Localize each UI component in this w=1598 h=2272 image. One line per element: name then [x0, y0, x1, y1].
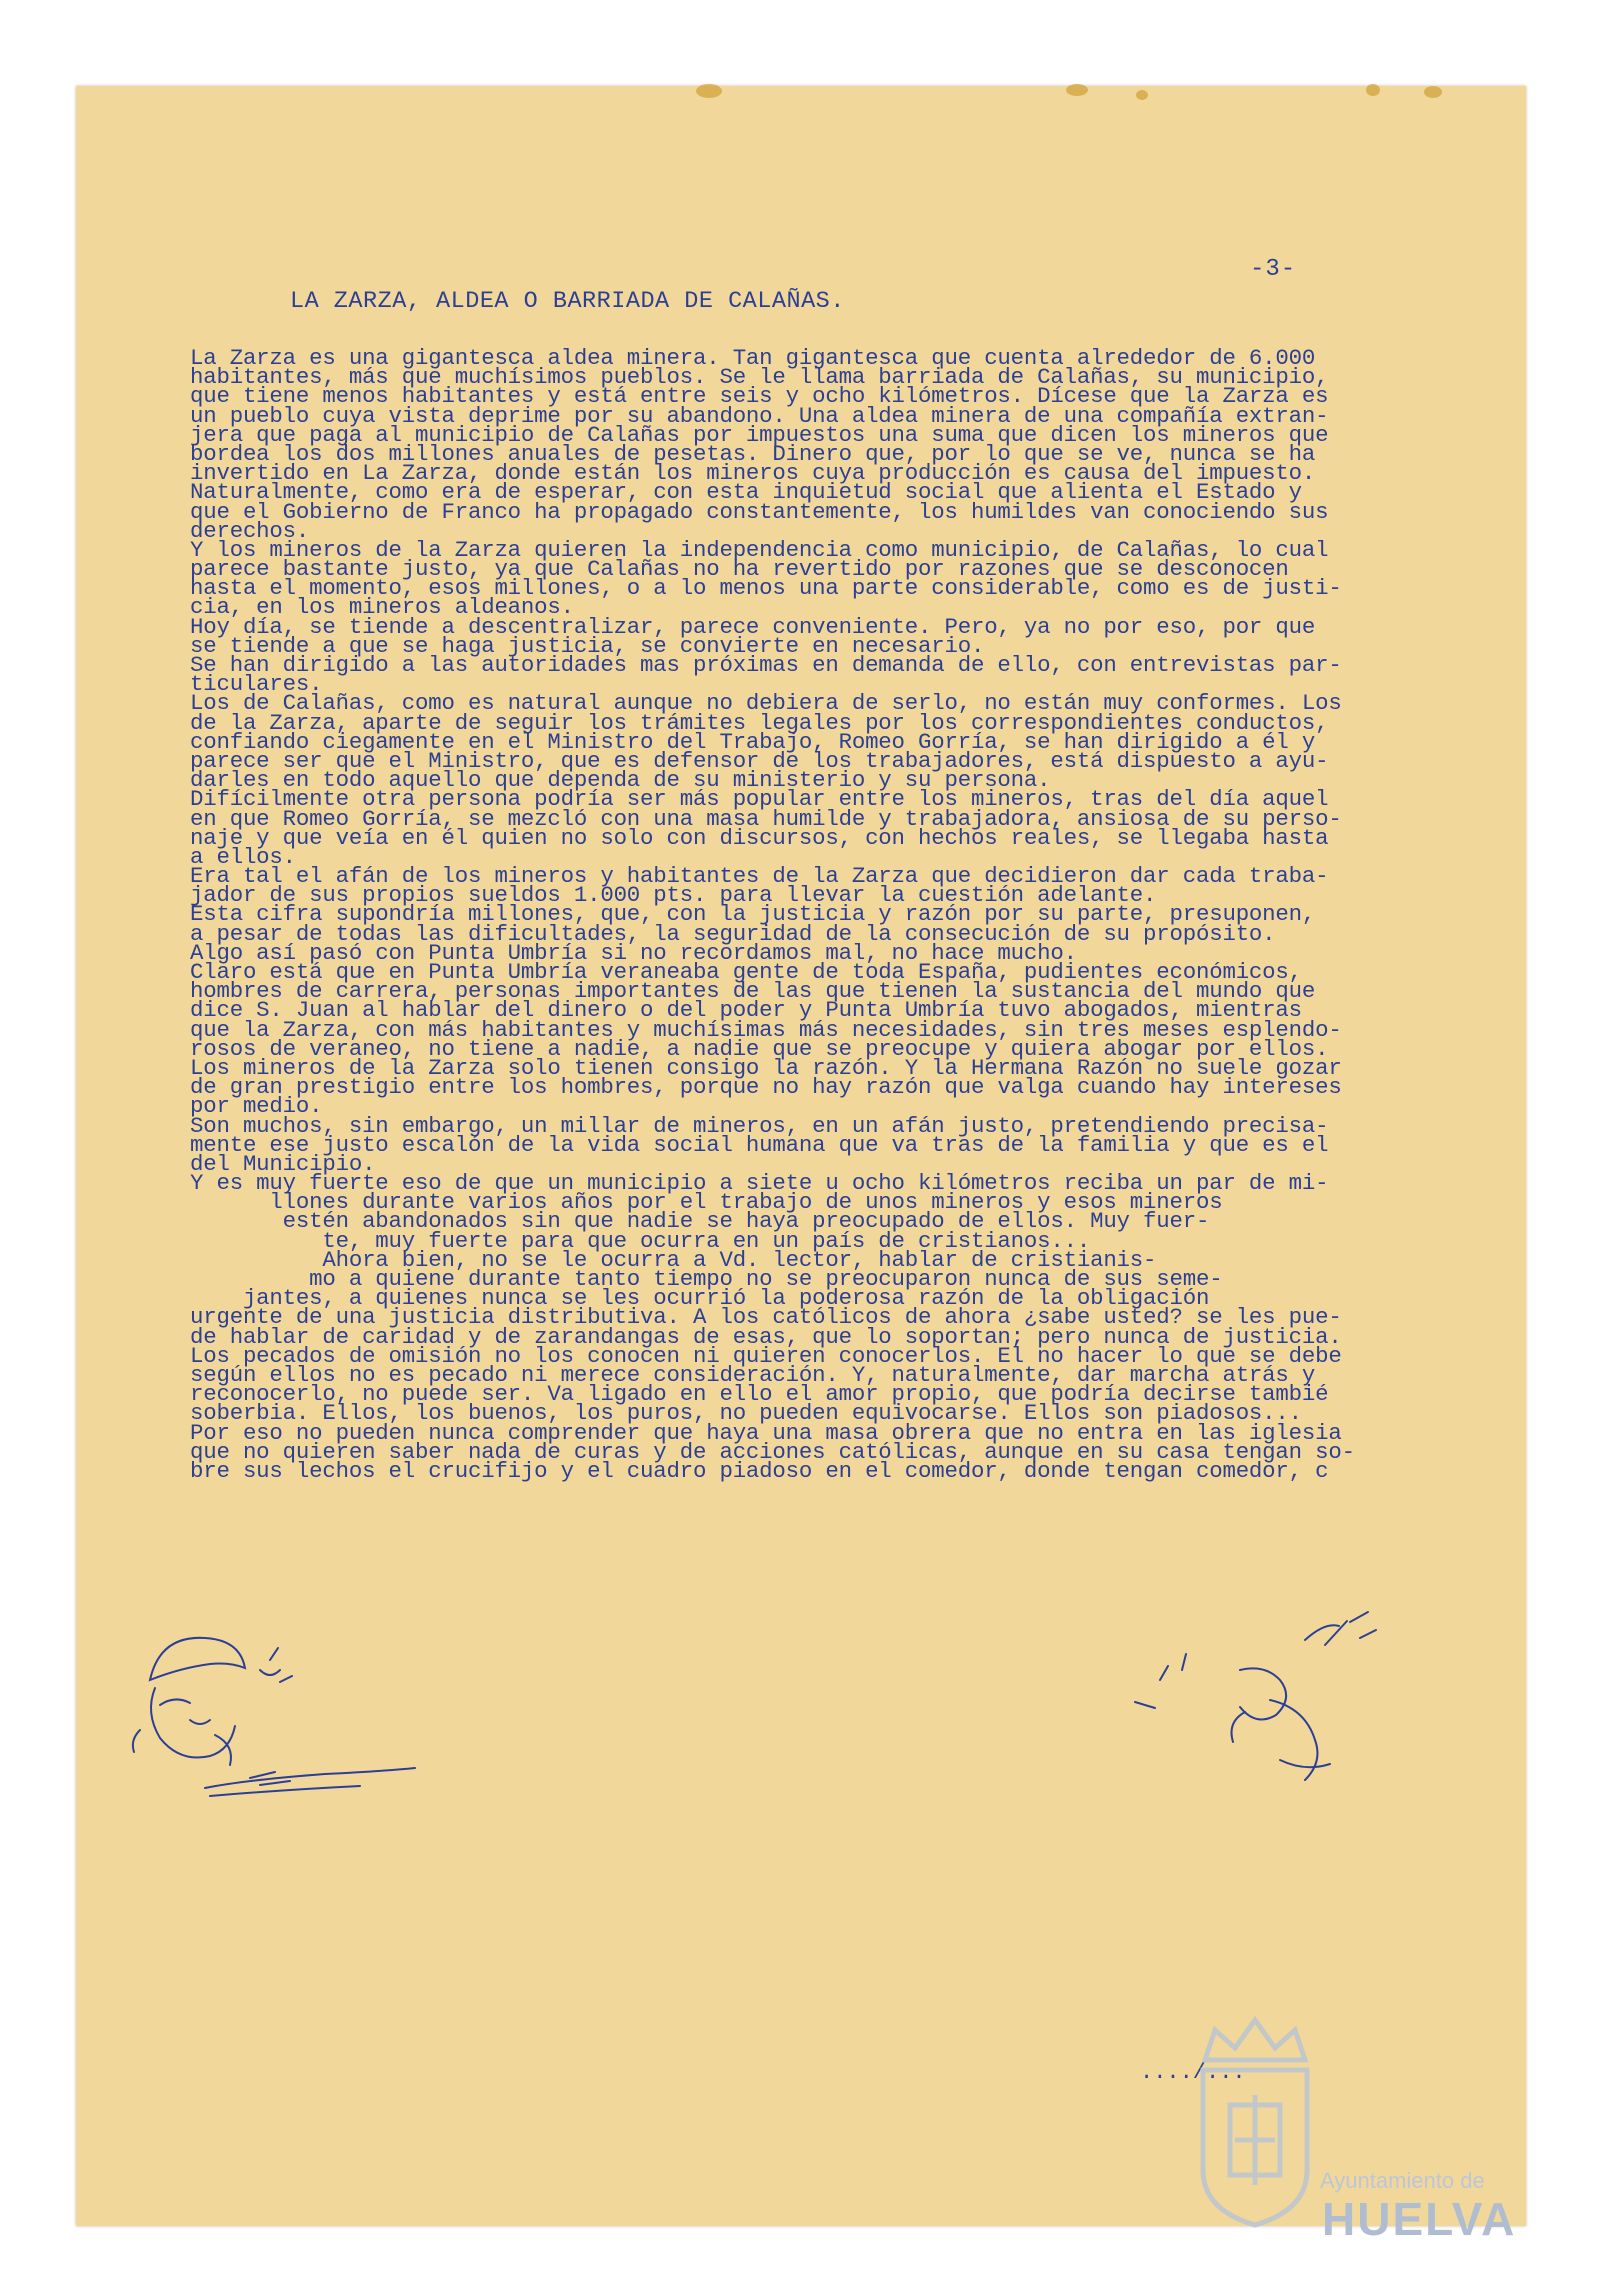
- text-line: parece bastante justo, ya que Calañas no ha revertido por razones que se desconocen: [190, 556, 1289, 583]
- watermark-caption: Ayuntamiento de: [1320, 2168, 1485, 2193]
- text-line: hasta el momento, esos millones, o a lo menos una parte considerable, como es de justi-: [190, 575, 1342, 602]
- text-line: que la Zarza, con más habitantes y muchísimas más necesidades, sin tres meses esplendo-: [190, 1016, 1342, 1043]
- text-line: reconocerlo, no puede ser. Va ligado en ello el amor propio, que podría decirse tambié: [190, 1381, 1329, 1408]
- text-line: Los mineros de la Zarza solo tienen consigo la razón. Y la Hermana Razón no suele gozar: [190, 1054, 1342, 1081]
- text-line: jera que paga al municipio de Calañas por impuestos una suma que dicen los mineros que: [190, 421, 1329, 448]
- text-line: que no quieren saber nada de curas y de acciones católicas, aunque en su casa tengan so-: [190, 1438, 1355, 1465]
- text-line: dice S. Juan al hablar del dinero o del poder y Punta Umbría tuvo abogados, mientras: [190, 997, 1302, 1024]
- text-line: bordea los dos millones anuales de pesetas. Dinero que, por lo que se ve, nunca se ha: [190, 440, 1316, 467]
- text-line: Los de Calañas, como es natural aunque no debiera de serlo, no están muy conformes. Los: [190, 690, 1342, 717]
- text-line: bre sus lechos el crucifijo y el cuadro piadoso en el comedor, donde tengan comedor, c: [190, 1457, 1329, 1484]
- hand-drawn-sketch: [120, 1610, 1390, 1800]
- paper-stain: [1424, 86, 1442, 98]
- text-line: que tiene menos habitantes y está entre seis y ocho kilómetros. Dícese que la Zarza es: [190, 383, 1329, 410]
- text-line: invertido en La Zarza, donde están los mineros cuya producción es causa del impuesto.: [190, 460, 1316, 487]
- watermark-name: HUELVA: [1322, 2193, 1517, 2245]
- text-line: de hablar de caridad y de zarandangas de esas, que lo soportan; pero nunca de justicia.: [190, 1323, 1342, 1350]
- text-line: a ellos.: [190, 843, 296, 870]
- text-line: Los pecados de omisión no los conocen ni quieren conocerlos. El no hacer lo que se debe: [190, 1342, 1342, 1369]
- document-title: LA ZARZA, ALDEA O BARRIADA DE CALAÑAS.: [290, 288, 845, 315]
- text-line: parece ser que el Ministro, que es defensor de los trabajadores, está dispuesto a ayu-: [190, 747, 1329, 774]
- text-line: Se han dirigido a las autoridades mas próximas en demanda de ello, con entrevistas par-: [190, 652, 1342, 678]
- paper-stain: [696, 84, 722, 98]
- text-line: a pesar de todas las dificultades, la seguridad de la consecución de su propósito.: [190, 920, 1276, 947]
- text-line: Ahora bien, no se le ocurra a Vd. lector, hablar de cristianis-: [190, 1246, 1157, 1273]
- text-line: darles en todo aquello que dependa de su ministerio y su persona.: [190, 767, 1051, 794]
- text-line: jador de sus propios sueldos 1.000 pts. para llevar la cuestión adelante.: [190, 882, 1157, 909]
- text-line: se tiende a que se haga justicia, se convierte en necesario.: [190, 632, 985, 659]
- text-line: La Zarza es una gigantesca aldea minera. Tan gigantesca que cuenta alrededor de 6.000: [190, 345, 1316, 371]
- text-line: un pueblo cuya vista deprime por su abandono. Una aldea minera de una compañía extran-: [190, 402, 1329, 429]
- coat-of-arms-watermark: [1185, 2000, 1325, 2230]
- text-line: urgente de una justicia distributiva. A los católicos de ahora ¿sabe usted? se les pue-: [190, 1304, 1342, 1331]
- text-line: Era tal el afán de los mineros y habitantes de la Zarza que decidieron dar cada traba-: [190, 863, 1329, 890]
- text-line: que el Gobierno de Franco ha propagado constantemente, los humildes van conociendo sus: [190, 498, 1329, 525]
- text-line: por medio.: [190, 1093, 323, 1120]
- text-line: confiando ciegamente en el Ministro del Trabajo, Romeo Gorría, se han dirigido a él y: [190, 728, 1316, 755]
- text-line: jantes, a quienes nunca se les ocurrió la poderosa razón de la obligación: [190, 1285, 1210, 1312]
- text-line: mente ese justo escalón de la vida social humana que va tras de la familia y que es el: [190, 1131, 1329, 1158]
- text-line: soberbia. Ellos, los buenos, los puros, no pueden equivocarse. Ellos son piadosos...: [190, 1400, 1302, 1427]
- paper-stain: [1366, 84, 1380, 96]
- document-body: [190, 345, 1440, 1484]
- page-number: -3-: [1250, 256, 1297, 283]
- text-line: Algo así pasó con Punta Umbría si no recordamos mal, no hace mucho.: [190, 939, 1077, 966]
- text-line: de gran prestigio entre los hombres, porque no hay razón que valga cuando hay intereses: [190, 1074, 1342, 1101]
- text-line: mo a quiene durante tanto tiempo no se preocuparon nunca de sus seme-: [190, 1266, 1223, 1292]
- text-line: naje y que veía en él quien no solo con discursos, con hechos reales, se llegaba hasta: [190, 824, 1329, 851]
- text-line: Son muchos, sin embargo, un millar de mineros, en un afán justo, pretendiendo precisa-: [190, 1112, 1329, 1139]
- text-line: ticulares.: [190, 671, 323, 698]
- text-line: cia, en los mineros aldeanos.: [190, 594, 574, 621]
- text-line: Claro está que en Punta Umbría veraneaba gente de toda España, pudientes económicos,: [190, 959, 1302, 985]
- text-line: rosos de veraneo, no tiene a nadie, a nadie que se preocupe y quiera abogar por ellos.: [190, 1035, 1329, 1062]
- text-line: Naturalmente, como era de esperar, con esta inquietud social que alienta el Estado y: [190, 479, 1302, 506]
- text-line: te, muy fuerte para que ocurra en un país de cristianos...: [190, 1227, 1091, 1254]
- text-line: estén abandonados sin que nadie se haya preocupado de ellos. Muy fuer-: [190, 1208, 1210, 1235]
- text-line: llones durante varios años por el trabajo de unos mineros y esos mineros: [190, 1189, 1223, 1216]
- text-line: Difícilmente otra persona podría ser más popular entre los mineros, tras del día aquel: [190, 786, 1329, 813]
- paper-stain: [1136, 90, 1148, 100]
- text-line: Y es muy fuerte eso de que un municipio a siete u ocho kilómetros reciba un par de mi-: [190, 1170, 1329, 1197]
- text-line: de la Zarza, aparte de seguir los trámites legales por los correspondientes conductos,: [190, 709, 1329, 736]
- text-line: Por eso no pueden nunca comprender que haya una masa obrera que no entra en las iglesia: [190, 1419, 1342, 1446]
- text-line: del Municipio.: [190, 1150, 376, 1177]
- text-line: habitantes, más que muchísimos pueblos. Se le llama barriada de Calañas, su municipio,: [190, 364, 1329, 391]
- text-line: Hoy día, se tiende a descentralizar, parece conveniente. Pero, ya no por eso, por que: [190, 613, 1316, 640]
- text-line: Y los mineros de la Zarza quieren la independencia como municipio, de Calañas, lo cual: [190, 536, 1329, 563]
- continuation-mark: ..../...: [1140, 2060, 1246, 2085]
- text-line: en que Romeo Gorría, se mezcló con una masa humilde y trabajadora, ansiosa de su perso-: [190, 805, 1342, 832]
- paper-stain: [1066, 84, 1088, 96]
- text-line: hombres de carrera, personas importantes de las que tienen la sustancia del mundo que: [190, 978, 1316, 1005]
- text-line: derechos.: [190, 517, 310, 544]
- text-line: según ellos no es pecado ni merece consideración. Y, naturalmente, dar marcha atrás y: [190, 1361, 1316, 1388]
- text-line: Esta cifra supondría millones, que, con la justicia y razón por su parte, presuponen,: [190, 901, 1316, 928]
